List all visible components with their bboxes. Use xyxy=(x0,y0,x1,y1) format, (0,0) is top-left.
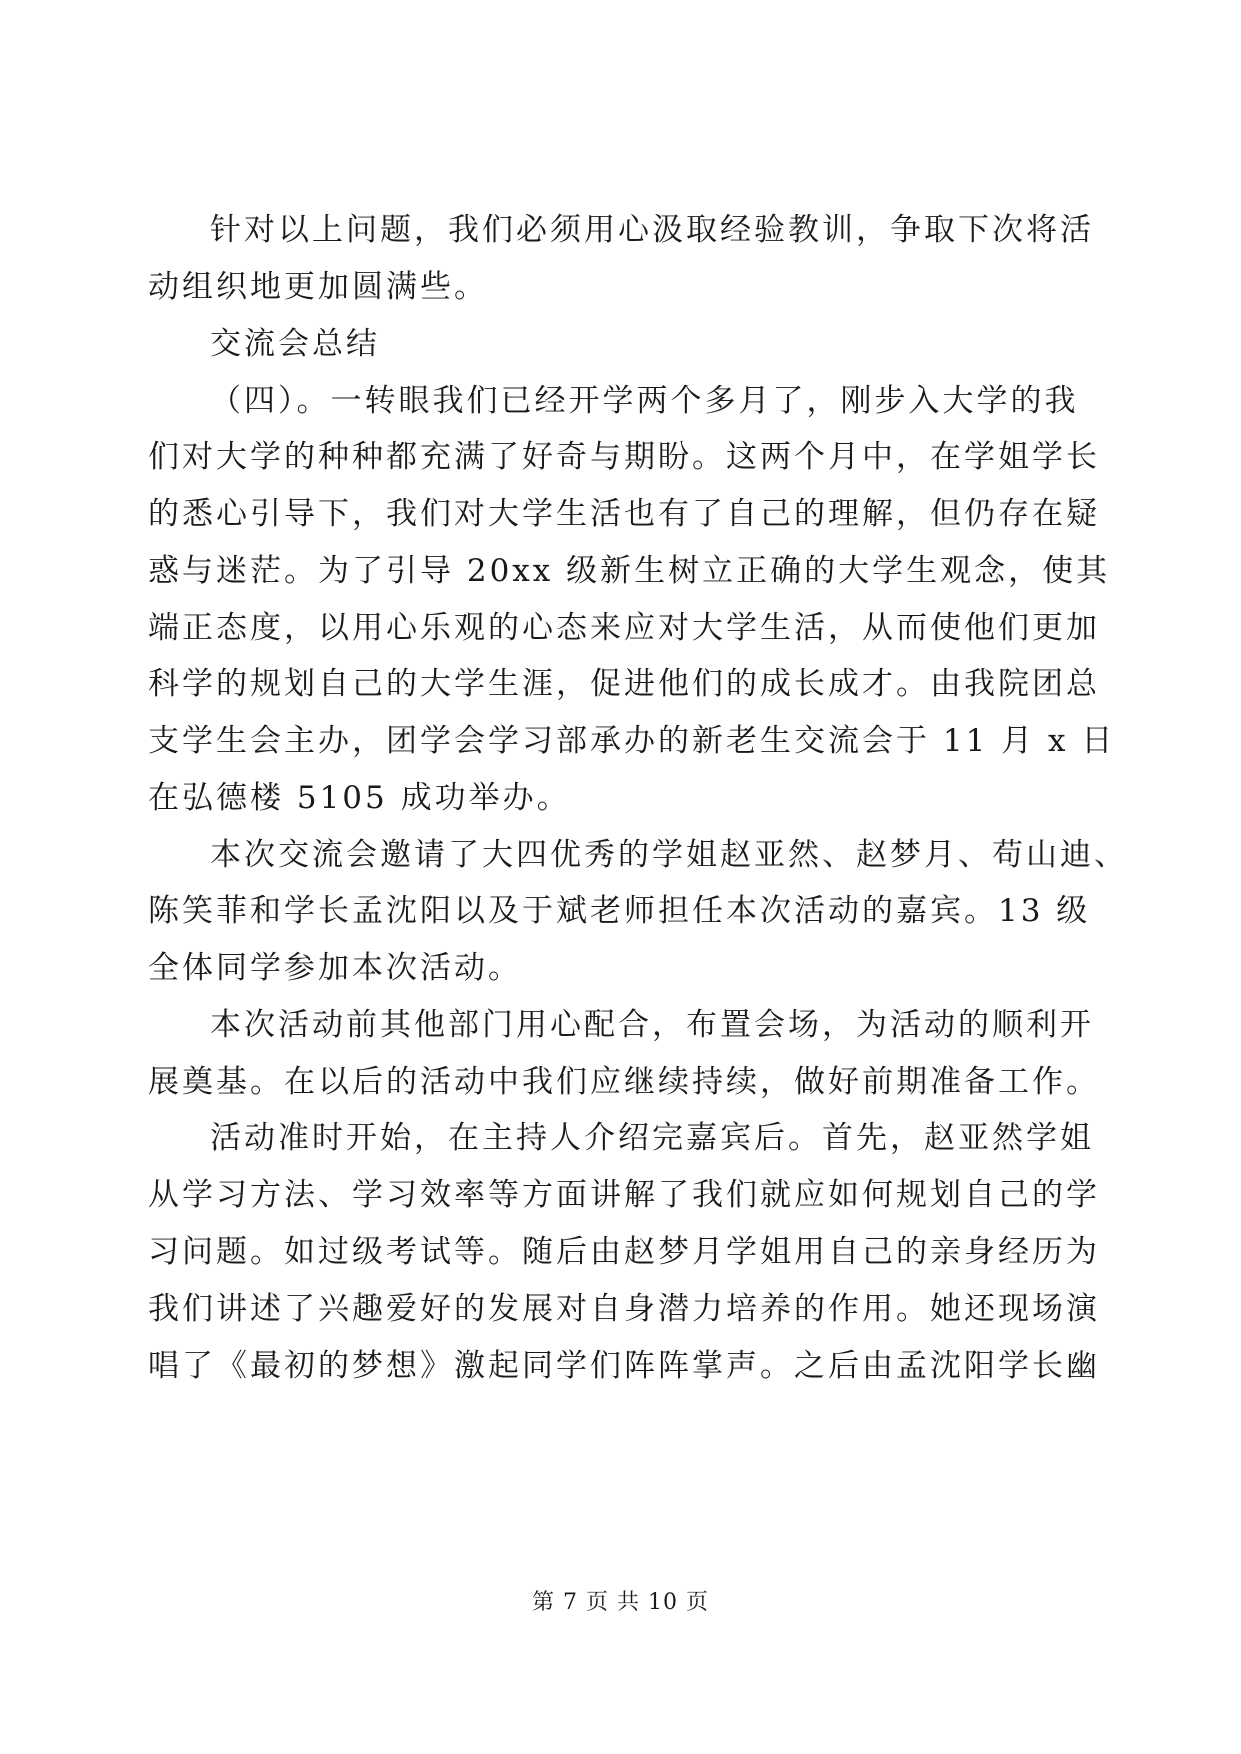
text-line-1: 针对以上问题，我们必须用心汲取经验教训，争取下次将活 xyxy=(210,212,1094,248)
text-line-15: 本次活动前其他部门用心配合，布置会场，为活动的顺利开 xyxy=(210,1007,1094,1043)
text-line-21: 唱了《最初的梦想》激起同学们阵阵掌声。之后由孟沈阳学长幽 xyxy=(148,1348,1100,1384)
page-number-footer: 第 7 页 共 10 页 xyxy=(532,1590,709,1615)
text-line-6: 的悉心引导下，我们对大学生活也有了自己的理解，但仍存在疑 xyxy=(148,496,1100,532)
text-line-7: 惑与迷茫。为了引导 20xx 级新生树立正确的大学生观念，使其 xyxy=(148,553,1111,589)
text-line-8: 端正态度，以用心乐观的心态来应对大学生活，从而使他们更加 xyxy=(148,610,1100,646)
text-line-10: 支学生会主办，团学会学习部承办的新老生交流会于 11 月 x 日 xyxy=(148,723,1116,759)
text-line-16: 展奠基。在以后的活动中我们应继续持续，做好前期准备工作。 xyxy=(148,1064,1100,1100)
text-line-5: 们对大学的种种都充满了好奇与期盼。这两个月中，在学姐学长 xyxy=(148,439,1100,475)
text-line-12: 本次交流会邀请了大四优秀的学姐赵亚然、赵梦月、苟山迪、 xyxy=(210,837,1128,873)
text-line-2: 动组织地更加圆满些。 xyxy=(148,269,488,305)
text-line-17: 活动准时开始，在主持人介绍完嘉宾后。首先，赵亚然学姐 xyxy=(210,1120,1094,1156)
text-line-4: （四）。一转眼我们已经开学两个多月了，刚步入大学的我 xyxy=(210,383,1079,419)
section-heading: 交流会总结 xyxy=(210,326,380,362)
text-line-20: 我们讲述了兴趣爱好的发展对自身潜力培养的作用。她还现场演 xyxy=(148,1291,1100,1327)
text-line-18: 从学习方法、学习效率等方面讲解了我们就应如何规划自己的学 xyxy=(148,1177,1100,1213)
text-line-19: 习问题。如过级考试等。随后由赵梦月学姐用自己的亲身经历为 xyxy=(148,1234,1100,1270)
text-line-9: 科学的规划自己的大学生涯，促进他们的成长成才。由我院团总 xyxy=(148,666,1100,702)
text-line-14: 全体同学参加本次活动。 xyxy=(148,950,522,986)
text-line-13: 陈笑菲和学长孟沈阳以及于斌老师担任本次活动的嘉宾。13 级 xyxy=(148,893,1091,929)
text-line-11: 在弘德楼 5105 成功举办。 xyxy=(148,780,571,816)
